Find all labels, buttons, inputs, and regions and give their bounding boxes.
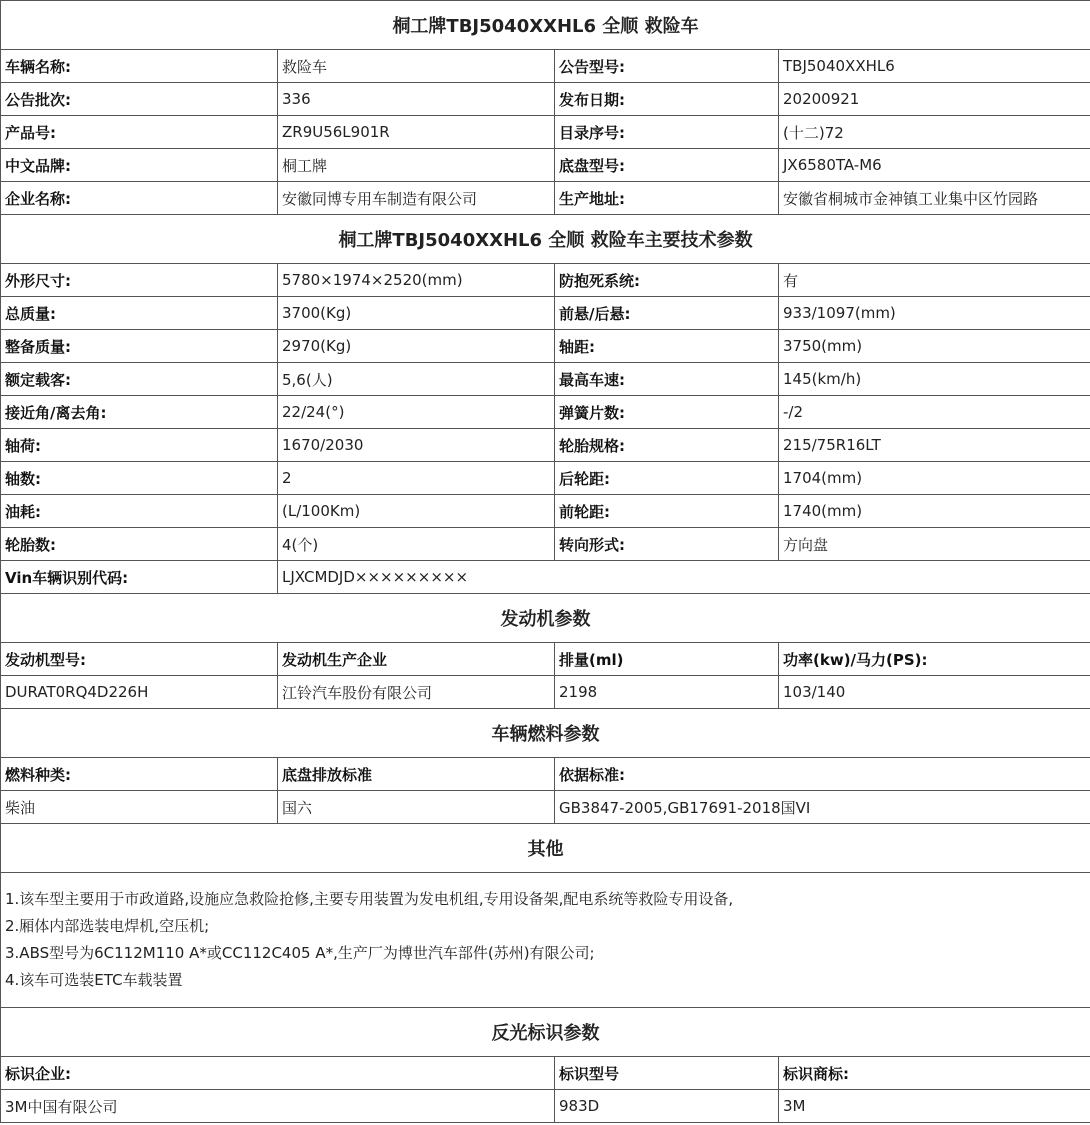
engine-value-row <box>1 676 1090 709</box>
engine-value: 江铃汽车股份有限公司 <box>278 676 555 709</box>
reflective-section-title: 反光标识参数 <box>1 1008 1090 1057</box>
tech-param-row <box>1 363 1090 396</box>
basic-info-label: 目录序号: <box>555 116 779 149</box>
reflective-value: 3M <box>779 1090 1090 1123</box>
fuel-value: GB3847-2005,GB17691-2018国VI <box>555 791 1090 824</box>
engine-section-title: 发动机参数 <box>1 594 1090 643</box>
reflective-section-title-row <box>1 1008 1090 1057</box>
vin-label: Vin车辆识别代码: <box>1 561 278 594</box>
engine-header: 发动机生产企业 <box>278 643 555 676</box>
tech-param-value: 5,6(人) <box>278 363 555 396</box>
vin-value: LJXCMDJD××××××××× <box>278 561 1090 594</box>
basic-info-label: 企业名称: <box>1 182 278 215</box>
tech-param-value: 2 <box>278 462 555 495</box>
fuel-header: 燃料种类: <box>1 758 278 791</box>
basic-info-value: 救险车 <box>278 50 555 83</box>
basic-info-value: TBJ5040XXHL6 <box>779 50 1090 83</box>
vin-row <box>1 561 1090 594</box>
basic-info-label: 底盘型号: <box>555 149 779 182</box>
basic-info-row <box>1 83 1090 116</box>
tech-param-value: 2970(Kg) <box>278 330 555 363</box>
engine-header: 功率(kw)/马力(PS): <box>779 643 1090 676</box>
tech-param-label: 轴荷: <box>1 429 278 462</box>
tech-param-label: 外形尺寸: <box>1 264 278 297</box>
basic-info-label: 发布日期: <box>555 83 779 116</box>
tech-param-value: 方向盘 <box>779 528 1090 561</box>
tech-param-value: 1704(mm) <box>779 462 1090 495</box>
tech-param-row <box>1 528 1090 561</box>
tech-param-label: 转向形式: <box>555 528 779 561</box>
fuel-header: 依据标准: <box>555 758 1090 791</box>
basic-info-label: 公告批次: <box>1 83 278 116</box>
fuel-section-title-row <box>1 709 1090 758</box>
tech-param-label: 轴距: <box>555 330 779 363</box>
basic-info-value: 336 <box>278 83 555 116</box>
reflective-value: 3M中国有限公司 <box>1 1090 555 1123</box>
engine-header: 排量(ml) <box>555 643 779 676</box>
tech-param-value: 215/75R16LT <box>779 429 1090 462</box>
tech-param-label: 轴数: <box>1 462 278 495</box>
tech-param-label: 轮胎规格: <box>555 429 779 462</box>
basic-info-label: 公告型号: <box>555 50 779 83</box>
fuel-header-row <box>1 758 1090 791</box>
fuel-section-title: 车辆燃料参数 <box>1 709 1090 758</box>
reflective-value-row <box>1 1090 1090 1123</box>
tech-param-row <box>1 297 1090 330</box>
tech-param-row <box>1 462 1090 495</box>
tech-param-label: 弹簧片数: <box>555 396 779 429</box>
basic-info-value: 安徽省桐城市金神镇工业集中区竹园路 <box>779 182 1090 215</box>
basic-info-value: 20200921 <box>779 83 1090 116</box>
tech-param-label: 轮胎数: <box>1 528 278 561</box>
tech-param-value: 5780×1974×2520(mm) <box>278 264 555 297</box>
basic-info-label: 生产地址: <box>555 182 779 215</box>
basic-info-label: 中文品牌: <box>1 149 278 182</box>
engine-value: 2198 <box>555 676 779 709</box>
page-title: 桐工牌TBJ5040XXHL6 全顺 救险车 <box>1 1 1090 50</box>
reflective-value: 983D <box>555 1090 779 1123</box>
basic-info-row <box>1 182 1090 215</box>
tech-param-row <box>1 330 1090 363</box>
title-row <box>1 1 1090 50</box>
engine-value: DURAT0RQ4D226H <box>1 676 278 709</box>
tech-param-label: 前悬/后悬: <box>555 297 779 330</box>
tech-param-value: 3750(mm) <box>779 330 1090 363</box>
tech-param-label: 额定载客: <box>1 363 278 396</box>
tech-param-row <box>1 495 1090 528</box>
reflective-header: 标识商标: <box>779 1057 1090 1090</box>
reflective-header: 标识型号 <box>555 1057 779 1090</box>
note-line: 2.厢体内部选装电焊机,空压机; <box>5 917 210 935</box>
tech-param-value: 1670/2030 <box>278 429 555 462</box>
basic-info-value: JX6580TA-M6 <box>779 149 1090 182</box>
tech-section-title: 桐工牌TBJ5040XXHL6 全顺 救险车主要技术参数 <box>1 215 1090 264</box>
tech-param-row <box>1 396 1090 429</box>
other-section-title-row <box>1 824 1090 873</box>
tech-param-value: 3700(Kg) <box>278 297 555 330</box>
basic-info-value: 桐工牌 <box>278 149 555 182</box>
reflective-header-row <box>1 1057 1090 1090</box>
tech-param-label: 前轮距: <box>555 495 779 528</box>
tech-param-value: 4(个) <box>278 528 555 561</box>
tech-param-label: 整备质量: <box>1 330 278 363</box>
note-line: 3.ABS型号为6C112M110 A*或CC112C405 A*,生产厂为博世汽车部件(苏州)有限公司; <box>5 944 595 962</box>
tech-section-title-row <box>1 215 1090 264</box>
reflective-header: 标识企业: <box>1 1057 555 1090</box>
engine-header: 发动机型号: <box>1 643 278 676</box>
basic-info-value: 安徽同博专用车制造有限公司 <box>278 182 555 215</box>
basic-info-value: (十二)72 <box>779 116 1090 149</box>
tech-param-value: 933/1097(mm) <box>779 297 1090 330</box>
note-line: 4.该车可选装ETC车载装置 <box>5 971 183 989</box>
fuel-value-row <box>1 791 1090 824</box>
engine-header-row <box>1 643 1090 676</box>
basic-info-label: 产品号: <box>1 116 278 149</box>
tech-param-value: 有 <box>779 264 1090 297</box>
engine-value: 103/140 <box>779 676 1090 709</box>
tech-param-value: (L/100Km) <box>278 495 555 528</box>
other-notes-row <box>1 873 1090 1008</box>
tech-param-row <box>1 264 1090 297</box>
basic-info-label: 车辆名称: <box>1 50 278 83</box>
tech-param-label: 接近角/离去角: <box>1 396 278 429</box>
other-notes <box>1 873 1090 1008</box>
basic-info-row <box>1 116 1090 149</box>
engine-section-title-row <box>1 594 1090 643</box>
tech-param-value: -/2 <box>779 396 1090 429</box>
basic-info-row <box>1 50 1090 83</box>
fuel-header: 底盘排放标准 <box>278 758 555 791</box>
fuel-value: 国六 <box>278 791 555 824</box>
fuel-value: 柴油 <box>1 791 278 824</box>
tech-param-value: 1740(mm) <box>779 495 1090 528</box>
tech-param-label: 后轮距: <box>555 462 779 495</box>
tech-param-row <box>1 429 1090 462</box>
tech-param-value: 145(km/h) <box>779 363 1090 396</box>
basic-info-value: ZR9U56L901R <box>278 116 555 149</box>
tech-param-label: 油耗: <box>1 495 278 528</box>
tech-param-label: 防抱死系统: <box>555 264 779 297</box>
other-section-title: 其他 <box>1 824 1090 873</box>
tech-param-label: 总质量: <box>1 297 278 330</box>
basic-info-row <box>1 149 1090 182</box>
tech-param-value: 22/24(°) <box>278 396 555 429</box>
tech-param-label: 最高车速: <box>555 363 779 396</box>
note-line: 1.该车型主要用于市政道路,设施应急救险抢修,主要专用装置为发电机组,专用设备架,配电系统等救险专用设备, <box>5 890 734 908</box>
